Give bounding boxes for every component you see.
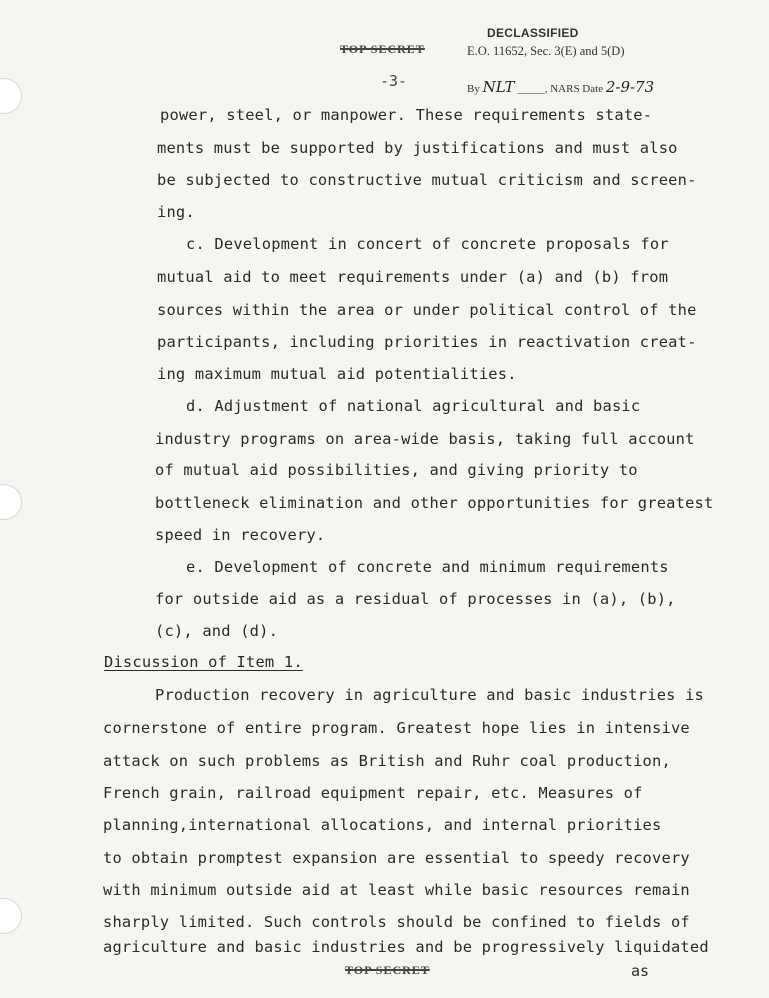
text-line: cornerstone of entire program. Greatest hope lies in intensive [103,719,690,737]
text-line: ing. [157,203,195,221]
text-line: speed in recovery. [155,526,326,544]
page-number: -3- [380,72,408,90]
text-line: with minimum outside aid at least while basic resources remain [103,881,690,899]
text-line: planning,international allocations, and internal priorities [103,816,662,834]
by-label: By [467,83,480,95]
section-heading: Discussion of Item 1. [104,653,303,671]
text-line: (c), and (d). [155,622,279,640]
declassified-label: DECLASSIFIED [487,26,579,40]
nars-date: 2-9-73 [605,78,655,96]
text-line: to obtain promptest expansion are essential to speedy recovery [103,849,690,867]
text-line: agriculture and basic industries and be progressively liquidated [103,938,709,956]
text-line: power, steel, or manpower. These requirements state- [160,106,653,124]
text-line: participants, including priorities in reactivation creat- [157,333,697,351]
authority-text: E.O. 11652, Sec. 3(E) and 5(D) [467,44,625,58]
text-line: industry programs on area-wide basis, taking full account [155,430,695,448]
text-line: bottleneck elimination and other opportunities for greatest [155,494,714,512]
text-line: d. Adjustment of national agricultural and basic [186,397,641,415]
text-line: be subjected to constructive mutual criticism and screen- [157,171,697,189]
text-line: mutual aid to meet requirements under (a) and (b) from [157,268,669,286]
punch-hole [0,898,22,934]
text-line: c. Development in concert of concrete proposals for [186,235,669,253]
punch-hole [0,78,22,114]
continuation-word: as [631,962,650,980]
stamp-by-line: By NLT _____, NARS Date 2-9-73 [467,78,655,96]
text-line: for outside aid as a residual of processes in (a), (b), [155,590,676,608]
by-initials: NLT [482,78,515,96]
text-line: attack on such problems as British and Ruhr coal production, [103,752,671,770]
text-line: ing maximum mutual aid potentialities. [157,365,517,383]
classification-marking-top: TOP SECRET [340,42,425,56]
text-line: French grain, railroad equipment repair, etc. Measures of [103,784,643,802]
text-line: of mutual aid possibilities, and giving priority to [155,461,638,479]
text-line: ments must be supported by justifications and must also [157,139,678,157]
text-line: Production recovery in agriculture and basic industries is [155,686,705,704]
text-line: e. Development of concrete and minimum requirements [186,558,669,576]
punch-hole [0,484,22,520]
text-line: sharply limited. Such controls should be confined to fields of [103,913,690,931]
classification-marking-bottom: TOP SECRET [345,963,430,977]
nars-label: NARS Date [550,83,604,95]
text-line: sources within the area or under political control of the [157,301,697,319]
